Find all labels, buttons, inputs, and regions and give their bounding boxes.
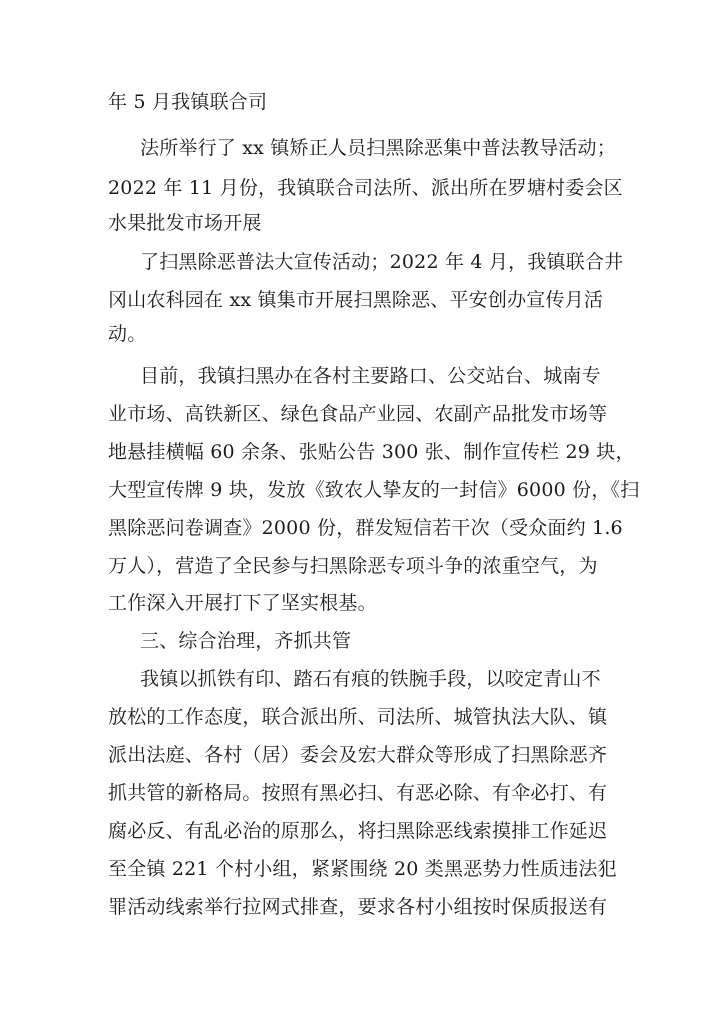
text-line: 业市场、高铁新区、绿色食品产业园、农副产品批发市场等 (108, 403, 608, 425)
text-line: 了扫黑除恶普法大宣传活动；2022 年 4 月，我镇联合井 (140, 251, 624, 273)
text-line: 法所举行了 xx 镇矫正人员扫黑除恶集中普法教导活动； (140, 137, 616, 159)
text-line: 动。 (108, 323, 147, 345)
text-line: 派出法庭、各村（居）委会及宏大群众等形成了扫黑除恶齐 (108, 744, 608, 766)
text-line: 目前，我镇扫黑办在各村主要路口、公交站台、城南专 (140, 365, 601, 387)
text-line: 2022 年 11 月份，我镇联合司法所、派出所在罗塘村委会区 (108, 177, 623, 199)
text-line: 放松的工作态度，联合派出所、司法所、城管执法大队、镇 (108, 706, 608, 728)
text-line: 抓共管的新格局。按照有黑必扫、有恶必除、有伞必打、有 (108, 782, 608, 804)
text-line: 腐必反、有乱必治的原那么，将扫黑除恶线索摸排工作延迟 (108, 820, 608, 842)
section-heading: 三、综合治理，齐抓共管 (140, 630, 352, 652)
text-line: 水果批发市场开展 (108, 212, 262, 234)
text-line: 黑除恶问卷调查》2000 份，群发短信若干次（受众面约 1.6 (108, 517, 623, 539)
text-line: 年 5 月我镇联合司 (108, 91, 268, 113)
text-line: 我镇以抓铁有印、踏石有痕的铁腕手段，以咬定青山不 (140, 668, 601, 690)
text-line: 工作深入开展打下了坚实根基。 (108, 592, 377, 614)
text-line: 罪活动线索举行拉网式排查，要求各村小组按时保质报送有 (108, 896, 608, 918)
text-line: 大型宣传牌 9 块，发放《致农人挚友的一封信》6000 份，《扫 (108, 479, 640, 501)
text-line: 地悬挂横幅 60 余条、张贴公告 300 张、制作宣传栏 29 块， (108, 441, 635, 463)
text-line: 冈山农科园在 xx 镇集市开展扫黑除恶、平安创办宣传月活 (108, 289, 604, 311)
text-line: 万人），营造了全民参与扫黑除恶专项斗争的浓重空气，为 (108, 555, 598, 577)
text-line: 至全镇 221 个村小组，紧紧围绕 20 类黑恶势力性质违法犯 (108, 858, 617, 880)
